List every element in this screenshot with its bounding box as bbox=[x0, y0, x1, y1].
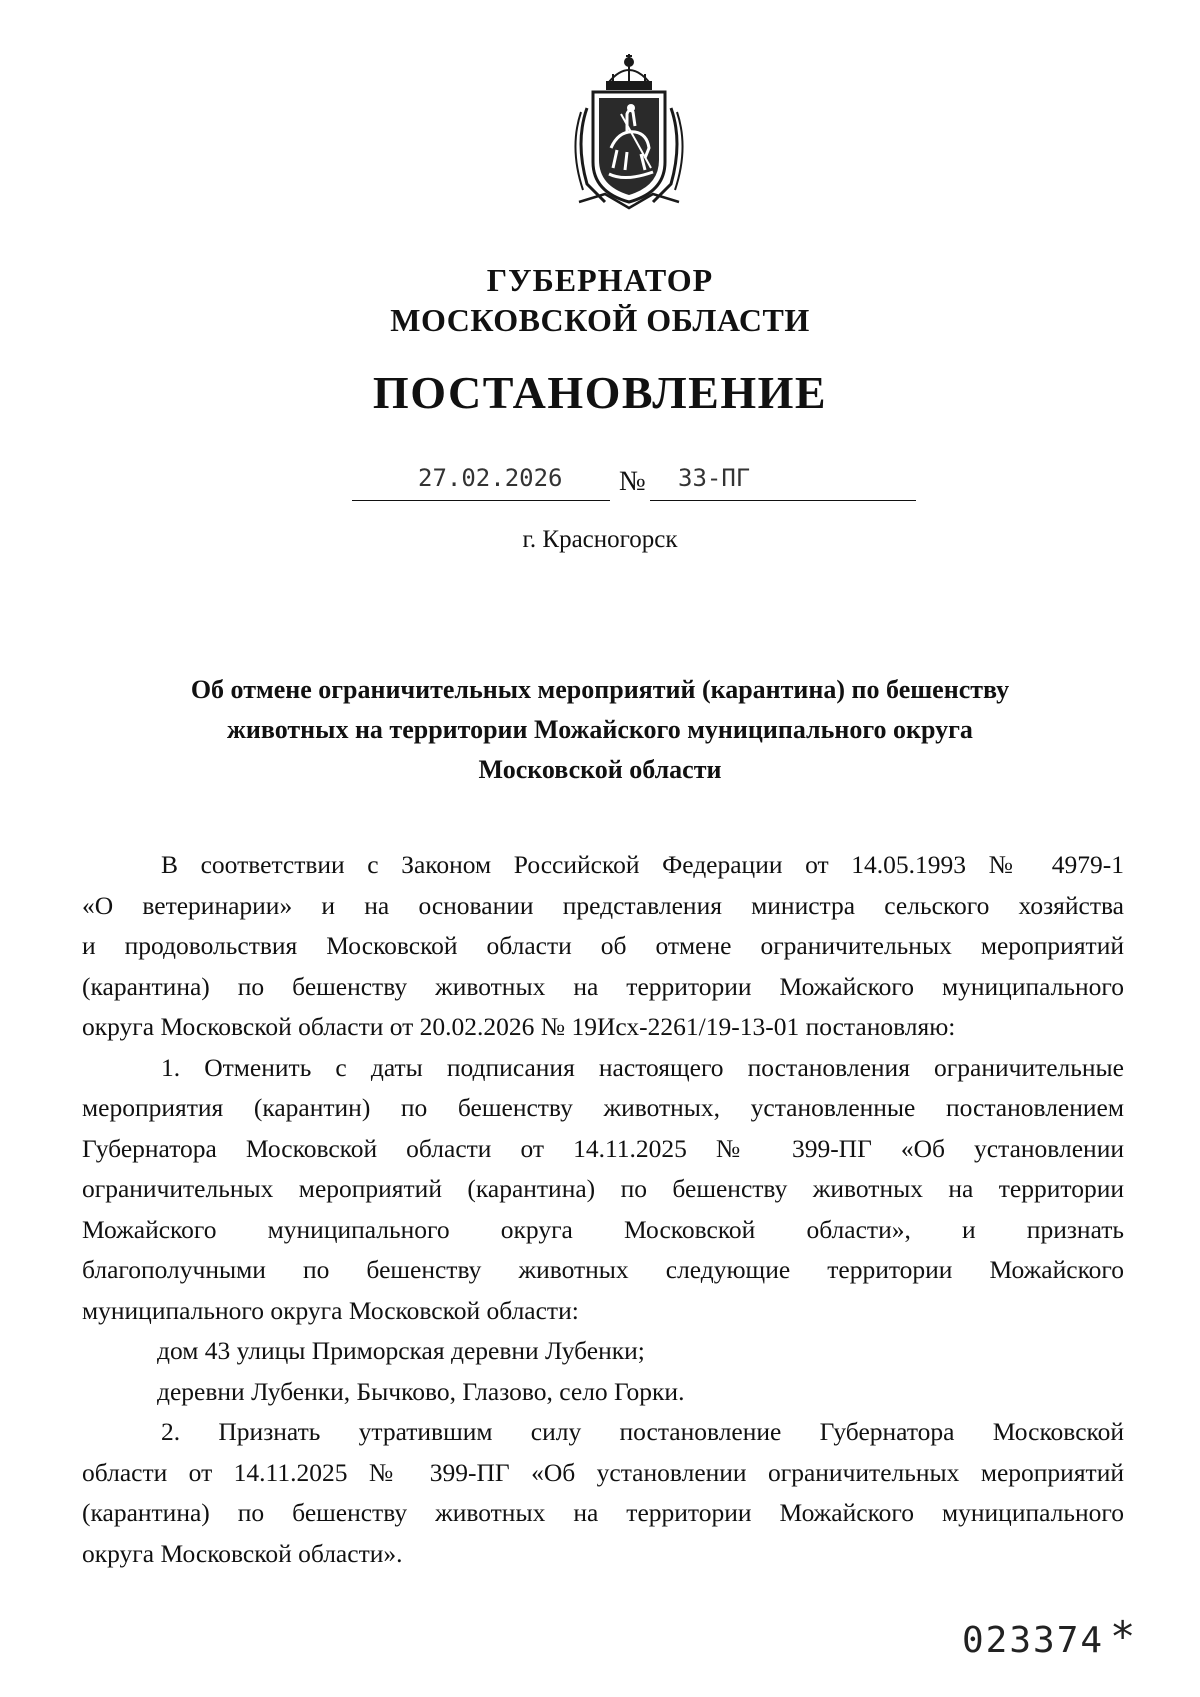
text-line: (карантина) по бешенству животных на территории Можайского муниципального bbox=[82, 1498, 1124, 1527]
document-number: 33-ПГ bbox=[678, 464, 751, 492]
form-serial-number: 023374 bbox=[962, 1620, 1105, 1661]
text-line: и продовольствия Московской области об отмене ограничительных мероприятий bbox=[82, 931, 1124, 960]
text-line: ограничительных мероприятий (карантина) по бешенству животных на территории bbox=[82, 1174, 1124, 1203]
document-title bbox=[100, 670, 1100, 790]
text-line: «О ветеринарии» и на основании представления министра сельского хозяйства bbox=[82, 890, 1124, 920]
title-line: Московской области bbox=[478, 755, 722, 784]
text-line: мероприятия (карантин) по бешенству животных, установленные постановлением bbox=[82, 1093, 1124, 1122]
text-line: 1. Отменить с даты подписания настоящего постановления ограничительные bbox=[161, 1052, 1124, 1082]
text-line: благополучными по бешенству животных следующие территории Можайского bbox=[82, 1255, 1124, 1284]
text-line: Можайского муниципального округа Московской области», и признать bbox=[82, 1214, 1124, 1244]
number-field bbox=[650, 462, 916, 501]
text-line: Губернатора Московской области от 14.11.2025 № 399-ПГ «Об установлении bbox=[82, 1133, 1124, 1163]
text-line: округа Московской области от 20.02.2026 № 19Исх-2261/19-13-01 постановляю: bbox=[82, 1012, 956, 1041]
text-line: области от 14.11.2025 № 399-ПГ «Об установлении ограничительных мероприятий bbox=[82, 1457, 1124, 1487]
text-line: (карантина) по бешенству животных на территории Можайского муниципального bbox=[82, 971, 1124, 1001]
city-of-issue: г. Красногорск bbox=[522, 526, 678, 553]
text-line: муниципального округа Московской области: bbox=[82, 1295, 579, 1325]
text-line: 2. Признать утратившим силу постановление Губернатора Московской bbox=[161, 1417, 1124, 1446]
title-line: животных на территории Можайского муниципального округа bbox=[227, 715, 973, 744]
clause-2-paragraph bbox=[82, 1412, 1124, 1574]
document-body bbox=[82, 845, 1124, 1574]
moscow-oblast-coat-of-arms-icon bbox=[565, 52, 693, 212]
text-line: В соответствии с Законом Российской Федерации от 14.05.1993 № 4979-1 bbox=[161, 850, 1124, 879]
clause-1-paragraph bbox=[82, 1048, 1124, 1332]
territory-item: дом 43 улицы Приморская деревни Лубенки; bbox=[157, 1336, 645, 1365]
number-sign: № bbox=[619, 466, 646, 497]
territory-item: деревни Лубенки, Бычково, Глазово, село Горки. bbox=[157, 1376, 685, 1406]
issuer-title: ГУБЕРНАТОР bbox=[486, 262, 714, 298]
preamble-paragraph bbox=[82, 845, 1124, 1048]
serial-asterisk-mark: * bbox=[1110, 1612, 1136, 1661]
document-type-heading: ПОСТАНОВЛЕНИЕ bbox=[372, 367, 828, 418]
date-field bbox=[352, 462, 610, 501]
title-line: Об отмене ограничительных мероприятий (карантина) по бешенству bbox=[190, 675, 1010, 704]
issuer-region: МОСКОВСКОЙ ОБЛАСТИ bbox=[390, 302, 810, 338]
document-date: 27.02.2026 bbox=[418, 464, 563, 492]
text-line: округа Московской области». bbox=[82, 1538, 403, 1568]
